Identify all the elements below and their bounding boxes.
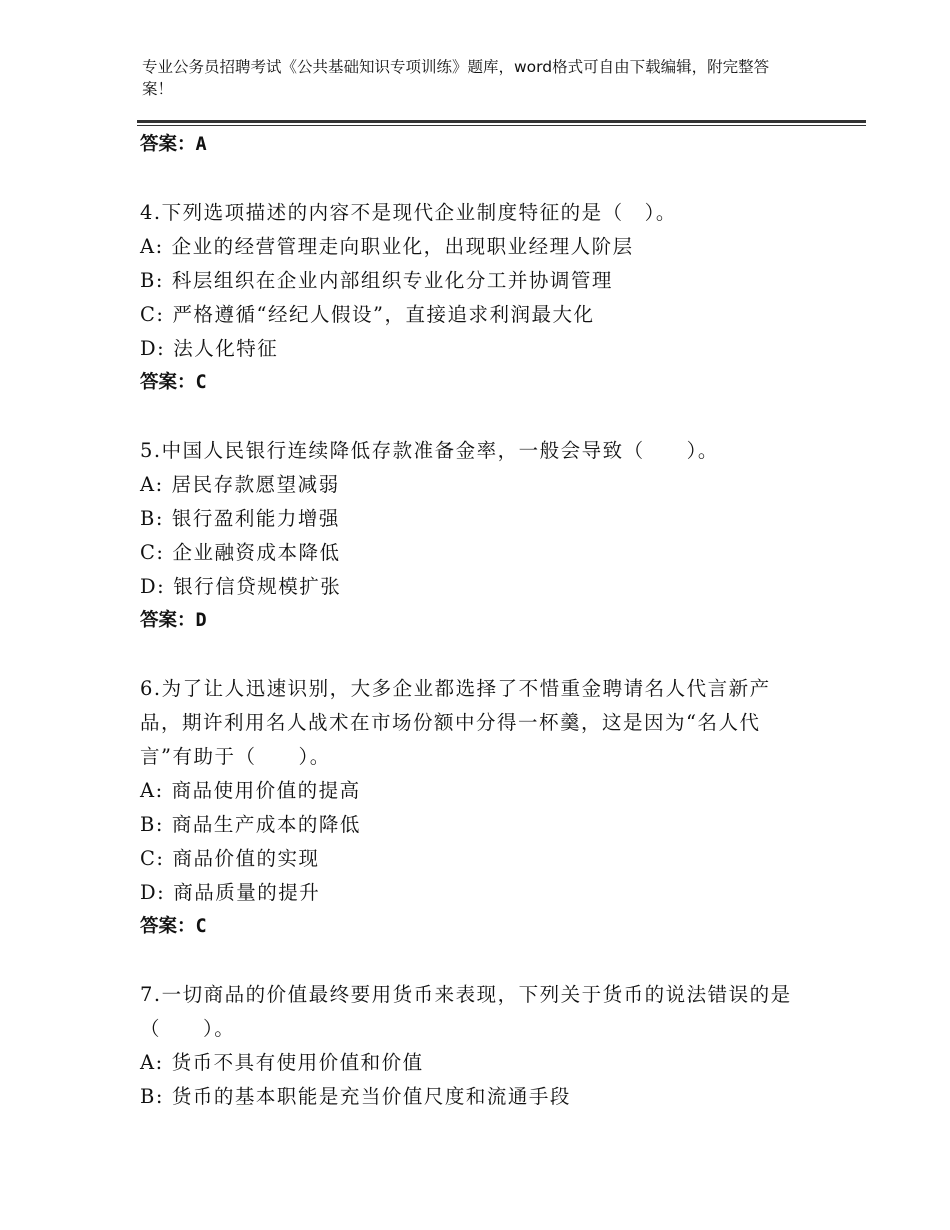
answer-value: C — [195, 372, 207, 393]
answer-line — [140, 128, 800, 162]
option-a — [140, 774, 800, 808]
option-letter: A: — [140, 235, 164, 258]
option-a — [140, 230, 800, 264]
option-letter: D: — [140, 337, 166, 360]
option-text: 银行盈利能力增强 — [171, 507, 340, 530]
answer-label: 答案： — [140, 610, 196, 631]
option-text: 企业的经营管理走向职业化，出现职业经理人阶层 — [171, 235, 634, 258]
option-text: 货币不具有使用价值和价值 — [171, 1051, 424, 1074]
question-list — [140, 128, 800, 1114]
option-letter: A: — [140, 779, 164, 802]
option-d — [140, 570, 800, 604]
option-letter: A: — [140, 1051, 164, 1074]
option-c — [140, 842, 800, 876]
option-text: 严格遵循“经纪人假设”，直接追求利润最大化 — [172, 303, 595, 326]
option-text: 科层组织在企业内部组织专业化分工并协调管理 — [171, 269, 613, 292]
option-b — [140, 264, 800, 298]
answer-line — [140, 366, 800, 400]
option-text: 法人化特征 — [173, 337, 279, 360]
option-a — [140, 468, 800, 502]
option-letter: A: — [140, 473, 164, 496]
option-letter: C: — [140, 847, 165, 870]
header-rule-thin — [137, 125, 866, 126]
option-d — [140, 876, 800, 910]
option-text: 企业融资成本降低 — [172, 541, 341, 564]
option-text: 商品生产成本的降低 — [171, 813, 361, 836]
question-text: 7.一切商品的价值最终要用货币来表现，下列关于货币的说法错误的是（ ）。 — [140, 983, 792, 1040]
option-b — [140, 502, 800, 536]
answer-line — [140, 604, 800, 638]
page-header: 专业公务员招聘考试《公共基础知识专项训练》题库，word格式可自由下载编辑，附完整答案！ — [142, 58, 770, 98]
question-4 — [140, 196, 800, 400]
option-b — [140, 808, 800, 842]
option-letter: B: — [140, 1085, 164, 1108]
option-text: 货币的基本职能是充当价值尺度和流通手段 — [171, 1085, 571, 1108]
answer-value: A — [195, 134, 207, 155]
option-letter: B: — [140, 269, 164, 292]
option-c — [140, 298, 800, 332]
option-letter: B: — [140, 813, 164, 836]
option-letter: C: — [140, 541, 165, 564]
header-rule-thick — [137, 120, 866, 123]
option-d — [140, 332, 800, 366]
option-text: 商品使用价值的提高 — [171, 779, 361, 802]
option-b — [140, 1080, 800, 1114]
option-text: 商品质量的提升 — [173, 881, 321, 904]
option-c — [140, 536, 800, 570]
option-a — [140, 1046, 800, 1080]
option-text: 居民存款愿望减弱 — [171, 473, 340, 496]
answer-line — [140, 910, 800, 944]
answer-value: C — [195, 916, 207, 937]
question-text: 4.下列选项描述的内容不是现代企业制度特征的是（ ）。 — [140, 201, 677, 224]
question-7 — [140, 978, 800, 1114]
option-letter: C: — [140, 303, 165, 326]
question-6 — [140, 672, 800, 944]
option-text: 商品价值的实现 — [172, 847, 320, 870]
option-letter: D: — [140, 881, 166, 904]
question-text: 6.为了让人迅速识别，大多企业都选择了不惜重金聘请名人代言新产品，期许利用名人战术在市场份额中分得一杯羹，这是因为“名人代言”有助于（ ）。 — [140, 677, 771, 768]
question-text: 5.中国人民银行连续降低存款准备金率，一般会导致（ ）。 — [140, 439, 719, 462]
question-5 — [140, 434, 800, 638]
answer-label: 答案： — [140, 372, 196, 393]
answer-value: D — [195, 610, 207, 631]
answer-label: 答案： — [140, 134, 196, 155]
option-letter: B: — [140, 507, 164, 530]
option-letter: D: — [140, 575, 166, 598]
option-text: 银行信贷规模扩张 — [173, 575, 342, 598]
answer-label: 答案： — [140, 916, 196, 937]
